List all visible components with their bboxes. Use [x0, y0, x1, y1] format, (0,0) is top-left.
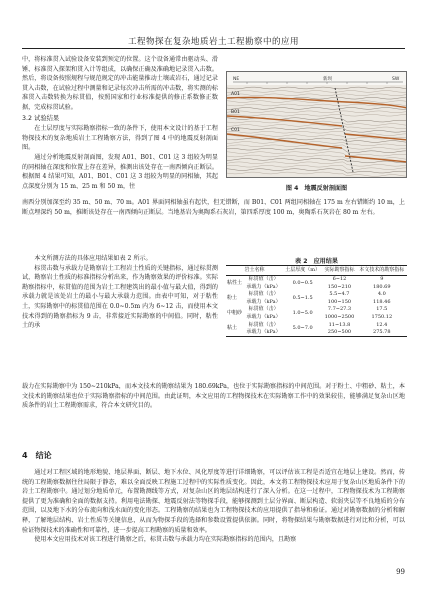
table-header-cell: 土层厚度（m） — [283, 266, 322, 276]
section-heading: 4 结论 — [22, 451, 52, 460]
header-rule — [22, 48, 405, 49]
seismic-reflection-figure — [226, 71, 407, 178]
paragraph: 标贯击数与承载力是勘察岩土工程岩土性质的关键指标，通过标贯测试，勘察岩土性质的标准指标分析出来，作为勘察效果的评价标准。实际勘察指标中，标贯值的范围为岩土工程建筑出的最小值与最大值，得到的承载力就是该处岩土的最小与最大承载力范围。由表中可知，对于粘性土，实际勘察中的标贯值范围在 0.0~0.5m 内为 6~12 击，而使用本文技术得到的勘察指标为 9 击，非常接近实际勘察的中间值。同时，粘性土的承 — [22, 264, 218, 330]
table-cell: 180.69 — [373, 283, 391, 290]
table-cell: 5.0~7.0 — [283, 321, 322, 337]
table-cell: 275.78 — [357, 329, 407, 337]
table-row — [226, 275, 407, 283]
table-cell: 7.7~27.3 — [327, 306, 352, 313]
table-cell: 0.5~1.5 — [292, 295, 313, 302]
table-cell: 12.4 — [376, 321, 388, 328]
running-title: 工程物探在复杂地质岩土工程勘察中的应用 — [127, 37, 299, 47]
table-cell: 标贯值（击） — [248, 321, 279, 328]
label-b01: B01 — [231, 110, 240, 115]
left-column-2 — [22, 254, 218, 331]
table-cell: 标贯值（击） — [248, 276, 279, 283]
paragraph: 载力在实际勘察中为 150~210kPa，而本文技术的勘察结果为 180.69kPa，也位于实际勘察指标的中间范围。对于粉土、中粗砂、粘土，本文技术的勘察结果也位于实际勘察指标的中间范围。由此证明，本文应用的工程物探技术在实际勘察工作中的效果较佳，能够满足复杂山区地质条件的岩土工程勘察需求，符合本文研究目的。 — [22, 383, 405, 410]
table-cell-type: 粘性土 — [227, 279, 243, 286]
label-fault: 新坝 — [323, 77, 332, 82]
table-cell: 6~12 — [332, 276, 347, 283]
table-cell: 150~210 — [327, 283, 352, 290]
table-cell: 118.46 — [373, 298, 391, 305]
table-cell-type: 粘土 — [226, 321, 244, 337]
table-cell: 承载力（kPa） — [246, 298, 281, 305]
label-sw: SW — [392, 77, 400, 82]
table-cell: 标贯值（击） — [248, 306, 279, 313]
paragraph: 南西分别加深至约 35 m、50 m、70 m。A01 界面同相轴虽有起伏，但无错断，而 B01、C01 两组同相轴在 175 m 左右错断约 10 m，上断点埋深约 50 m，推断该处存在一南西倾向正断层。当地基岩为奥陶系石灰岩，第四系厚度 100 m，奥陶系石灰岩在 80 m 左右。 — [22, 199, 405, 216]
table-cell: 17.5 — [376, 306, 388, 313]
paragraph: 在土层厚度与实际勘察指标一致的条件下，使用本文设计的基于工程物探技术的复杂地质岩土工程勘察方法，得到了图 4 中的地震反射剖面图。 — [22, 125, 218, 152]
table-header-cell: 岩土名称 — [226, 266, 283, 276]
subsection-heading: 3.2 试验结果 — [22, 114, 60, 122]
table-cell: 1.0~5.0 — [292, 310, 313, 317]
table-cell: 1750.12 — [371, 314, 393, 321]
table-cell: 0.0~0.5 — [292, 279, 313, 286]
table-cell: 11~13.8 — [328, 321, 351, 328]
figure-caption: 图 4 地震反射剖面图 — [285, 185, 348, 192]
paragraph: 使用本文应用技术对该工程进行勘察之后，标贯击数与承载力均在实际勘察指标的范围内，且勘察 — [34, 536, 297, 544]
label-c01: C01 — [231, 128, 240, 133]
paragraph: 通过对工程区域的地形地貌、地层界面、断层、地下水位、风化厚度等进行详细勘察，可以评估该工程是否适宜在地层上建设。然而，传统的工程勘察数据往往局限于静态，难以全面反映工程施工过程中的实际性质变化。因此，本文将工程物探技术应用于复杂山区地质条件下的岩土工程勘察中。通过划分地质单元，布置勘测线等方式，对复杂山区的地层结构进行了深入分析。在这一过程中，工程物探技术为工程勘察提供了更为准确和全面的数据支持。利用电法勘探、地震反射法等物探手段，能够探测到土层分界面、断层构造、软弱夹层等不良地质的分布范围，以及地下水的分布流向和浅水面的变化形态。工程勘察的结果也为工程物探技术的应用提供了指导和验证。通过对勘察数据的分析和解释，了解地层结构、岩土性质等关键信息，从而为物探手段的选择和参数设置提供依据。同时，将物探结果与勘察数据进行对比和分析，可以验证物探技术的准确性和可靠性，进一步提高工程勘察的质量和效率。 — [22, 469, 405, 534]
paragraph: 本文所测方法的具体应用结果如表 2 所示。 — [34, 255, 152, 262]
left-column — [22, 55, 218, 191]
table-header-cell: 本文技术的勘察指标 — [357, 266, 407, 276]
table-cell: 9 — [380, 276, 384, 283]
wide-paragraph — [22, 198, 405, 217]
table-title: 表 2 应用结果 — [295, 258, 338, 265]
table-cell: 承载力（kPa） — [244, 329, 283, 337]
conclusion-text — [22, 468, 405, 545]
table-row — [226, 306, 407, 314]
table-cell: 4.0 — [377, 291, 386, 298]
table-cell-type: 粉土 — [227, 295, 238, 302]
table-cell: 承载力（kPa） — [246, 314, 281, 321]
table-row — [226, 321, 407, 329]
table-cell: 250~500 — [322, 329, 356, 337]
table-row — [226, 291, 407, 299]
table-header-cell: 实际勘察指标 — [322, 266, 356, 276]
table-cell: 100~150 — [327, 298, 352, 305]
table-cell: 承载力（kPa） — [246, 283, 281, 290]
table-cell: 标贯值（击） — [248, 291, 279, 298]
table-cell: 5.5~4.7 — [329, 291, 350, 298]
label-a01: A01 — [231, 92, 240, 97]
paragraph: 中，将标准贯入试验设备安装到预定的位置。这个设备通常由驱动头、滑锤、标准贯入探架和贯入计等组成，以确保正确及准确地记录贯入击数。然后，将设备按照规程与规范规定的冲击能量推动土壤或岩石，通过记录贯入击数，在试验过程中测量和记录每次冲击所需的冲击数，将实测的标准贯入击数转换为标贯值，按照国家和行业标准提供的修正系数修正数据，完成标贯试验。 — [22, 56, 218, 111]
table-cell-type: 中粗砂 — [227, 310, 243, 317]
wide-paragraph — [22, 382, 405, 411]
results-table — [226, 265, 407, 337]
table-header-row — [226, 266, 407, 276]
table-cell: 1000~2500 — [324, 314, 355, 321]
paragraph: 通过分析地震反射剖面图，发现 A01、B01、C01 这 3 组较为明显的同相轴在深度和位置上存在差异，推测出该处存在一南西倾向正断层。根据图 4 结果可知，A01、B01、C01 这 3 组较为明显的同相轴，其起点深度分别为 15 m、25 m 和 50 m，往 — [22, 153, 218, 190]
label-ne: NE — [233, 77, 240, 82]
page-number: 99 — [396, 568, 405, 576]
seismic-profile-image — [227, 72, 407, 178]
